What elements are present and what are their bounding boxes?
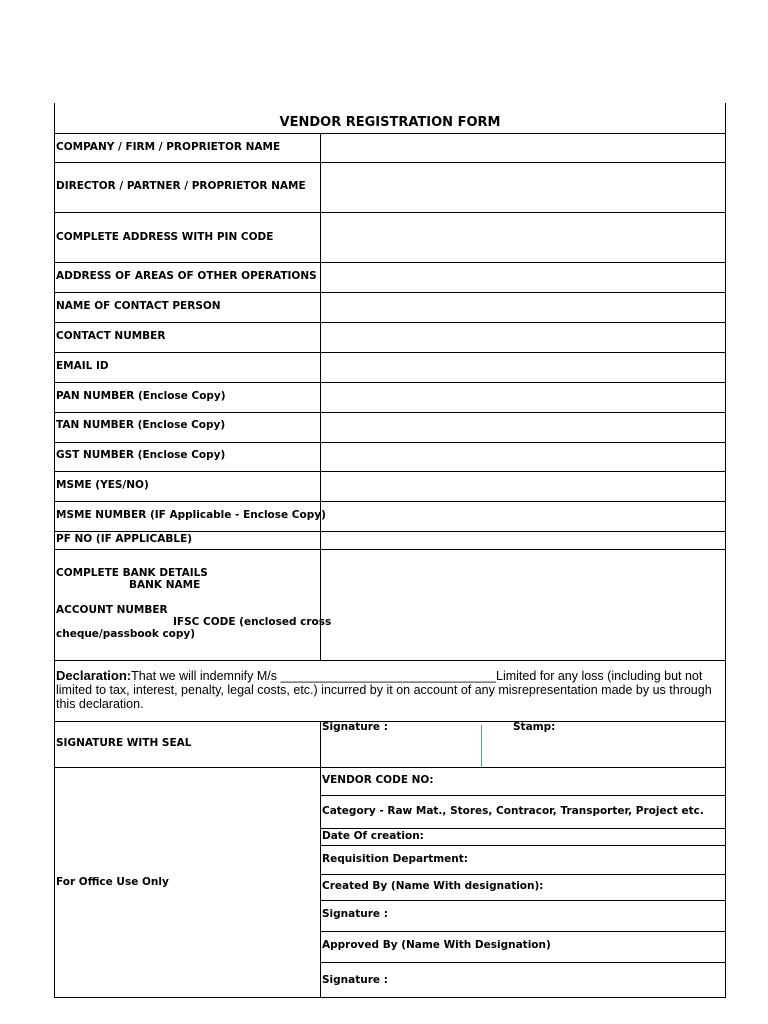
input-bank-details[interactable] (321, 550, 725, 660)
table-rule (321, 874, 726, 875)
input-pf-no[interactable] (321, 532, 725, 549)
input-complete-address[interactable] (321, 213, 725, 262)
ifsc-code-label: IFSC CODE (enclosed cross (173, 616, 332, 628)
bank-details-label: COMPLETE BANK DETAILS (56, 567, 208, 579)
vendor-registration-form (54, 103, 726, 998)
table-rule (321, 828, 726, 829)
bank-name-label: BANK NAME (129, 579, 201, 591)
table-rule (321, 795, 726, 796)
declaration (56, 669, 724, 711)
field-label-complete-address: COMPLETE ADDRESS WITH PIN CODE (56, 231, 274, 243)
table-rule (321, 931, 726, 932)
field-label-gst-number: GST NUMBER (Enclose Copy) (56, 449, 226, 461)
field-label-email-id: EMAIL ID (56, 360, 109, 372)
approver-signature-label: Signature : (322, 974, 388, 986)
field-label-msme-number: MSME NUMBER (IF Applicable - Enclose Copy) (56, 509, 326, 521)
input-pan-number[interactable] (321, 383, 725, 412)
right-border (725, 103, 726, 998)
input-director-name[interactable] (321, 163, 725, 212)
field-label-director-name: DIRECTOR / PARTNER / PROPRIETOR NAME (56, 180, 306, 192)
field-label-contact-person: NAME OF CONTACT PERSON (56, 300, 221, 312)
input-tan-number[interactable] (321, 413, 725, 442)
cheque-copy-label: cheque/passbook copy) (56, 628, 196, 640)
office-signature-label: Signature : (322, 908, 388, 920)
input-email-id[interactable] (321, 353, 725, 382)
created-by-label: Created By (Name With designation): (322, 880, 544, 892)
table-rule (321, 962, 726, 963)
left-border (54, 103, 55, 998)
date-of-creation-label: Date Of creation: (322, 830, 424, 842)
table-rule (321, 845, 726, 846)
field-label-contact-number: CONTACT NUMBER (56, 330, 166, 342)
field-label-other-operations: ADDRESS OF AREAS OF OTHER OPERATIONS (56, 270, 317, 282)
category-label: Category - Raw Mat., Stores, Contracor, Transporter, Project etc. (322, 805, 704, 817)
table-rule (54, 721, 726, 722)
signature-area[interactable] (321, 733, 481, 767)
field-label-pf-no: PF NO (IF APPLICABLE) (56, 533, 193, 545)
form-title: VENDOR REGISTRATION FORM (279, 115, 501, 130)
cursor-line (481, 725, 482, 767)
input-msme-number[interactable] (321, 502, 725, 531)
requisition-department-label: Requisition Department: (322, 853, 469, 865)
vendor-code-label: VENDOR CODE NO: (322, 774, 434, 786)
input-other-operations[interactable] (321, 263, 725, 292)
table-rule (321, 900, 726, 901)
input-company-name[interactable] (321, 134, 725, 162)
input-contact-person[interactable] (321, 293, 725, 322)
declaration-label: Declaration: (56, 668, 132, 683)
table-rule (54, 997, 726, 998)
signature-with-seal-label: SIGNATURE WITH SEAL (56, 737, 192, 749)
stamp-label: Stamp: (513, 721, 556, 733)
table-rule (54, 767, 726, 768)
approved-by-label: Approved By (Name With Designation) (322, 939, 551, 951)
input-msme[interactable] (321, 472, 725, 501)
field-label-msme: MSME (YES/NO) (56, 479, 149, 491)
stamp-area[interactable] (524, 733, 725, 767)
office-use-label: For Office Use Only (56, 876, 169, 888)
account-number-label: ACCOUNT NUMBER (56, 604, 168, 616)
input-contact-number[interactable] (321, 323, 725, 352)
input-gst-number[interactable] (321, 443, 725, 471)
field-label-pan-number: PAN NUMBER (Enclose Copy) (56, 390, 226, 402)
declaration-text: That we will indemnify M/s _______________________________Limited for any loss (including but not limited to tax, interest, penalty, legal costs, etc.) incurred by it on account of any misrepresentation made by us through this declaration. (56, 669, 712, 711)
field-label-tan-number: TAN NUMBER (Enclose Copy) (56, 419, 226, 431)
table-rule (54, 660, 726, 661)
signature-label: Signature : (322, 721, 388, 733)
field-label-company-name: COMPANY / FIRM / PROPRIETOR NAME (56, 141, 281, 153)
